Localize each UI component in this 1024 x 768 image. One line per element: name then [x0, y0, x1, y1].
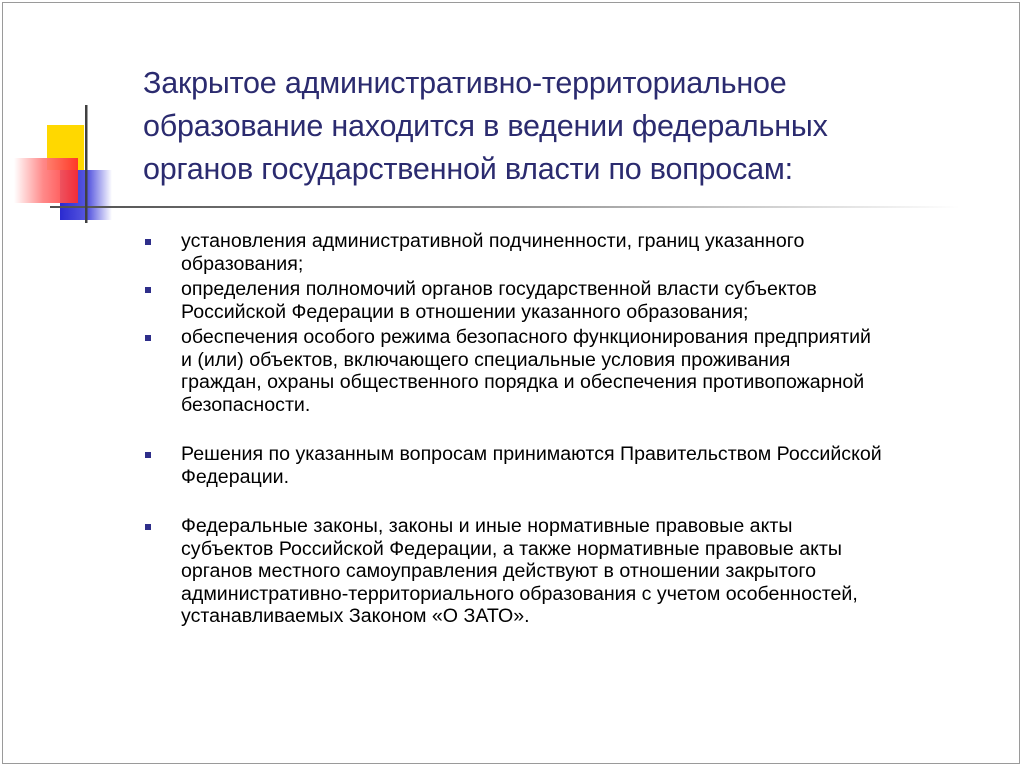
list-item-security-regime	[143, 326, 1003, 416]
item-text-line: административно-территориального образования с учетом особенностей,	[181, 582, 858, 605]
item-text-line: органов местного самоуправления действуют в отношении закрытого	[181, 560, 817, 582]
item-text-line: Решения по указанным вопросам принимаются Правительством Российской	[181, 443, 882, 465]
square-bullet-icon	[145, 524, 151, 530]
square-bullet-icon	[145, 452, 151, 458]
square-bullet-icon	[145, 287, 151, 293]
title-line: органов государственной власти по вопросам:	[143, 152, 793, 186]
item-text-line: Федерации.	[181, 465, 290, 488]
item-text-line: субъектов Российской Федерации, а также нормативные правовые акты	[181, 537, 842, 560]
item-text-line: граждан, охраны общественного порядка и обеспечения противопожарной	[181, 371, 865, 393]
square-bullet-icon	[145, 239, 151, 245]
item-text-line: и (или) объектов, включающего специальные условия проживания	[181, 348, 791, 371]
item-text-line: безопасности.	[181, 393, 311, 416]
list-item-legal-acts	[143, 515, 1003, 628]
title-line: образование находится в ведении федеральных	[143, 109, 828, 143]
item-text-line: определения полномочий органов государственной власти субъектов	[181, 278, 817, 300]
title-line: Закрытое административно-территориальное	[143, 66, 787, 100]
list-item-subordination	[143, 230, 1003, 275]
list-item-government-decisions	[143, 443, 1003, 488]
slide-title	[143, 62, 983, 191]
item-text-line: Федеральные законы, законы и иные нормативные правовые акты	[181, 515, 793, 537]
square-bullet-icon	[145, 335, 151, 341]
item-text-line: обеспечения особого режима безопасного функционирования предприятий	[181, 326, 871, 348]
item-text-line: образования;	[181, 252, 304, 275]
slide-body	[143, 230, 1003, 631]
item-text-line: установления административной подчиненности, границ указанного	[181, 230, 805, 252]
item-text-line: Российской Федерации в отношении указанного образования;	[181, 300, 749, 323]
list-item-powers	[143, 278, 1003, 323]
item-text-line: устанавливаемых Законом «О ЗАТО».	[181, 605, 530, 627]
